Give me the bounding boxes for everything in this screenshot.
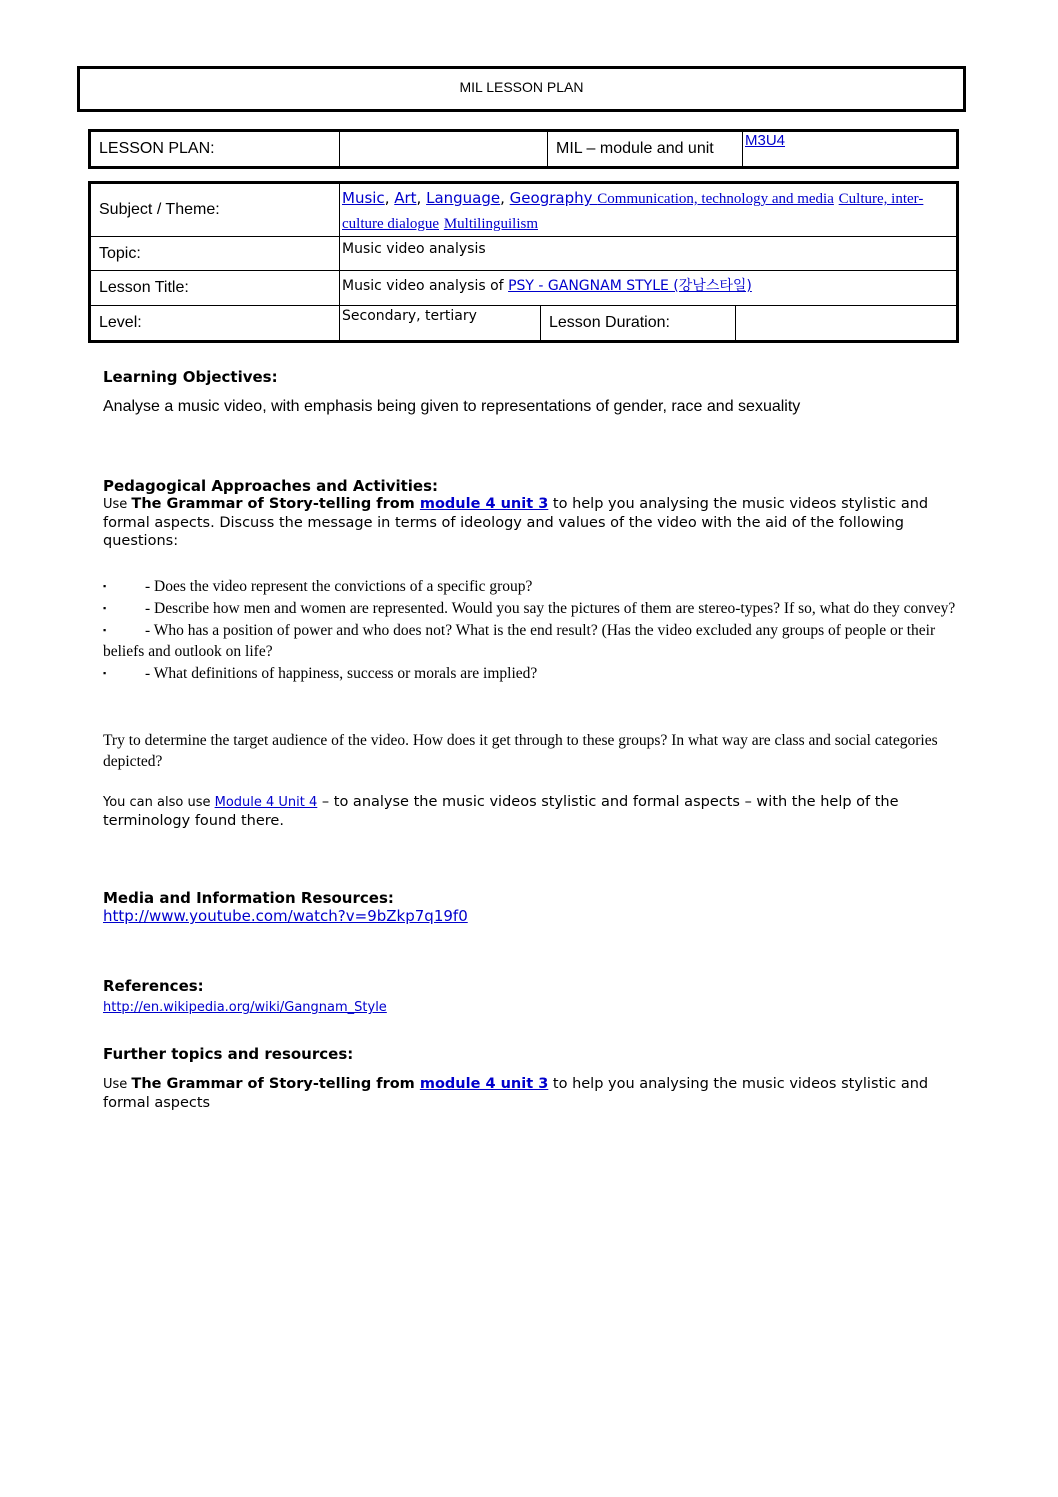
further-bold: The Grammar of Story-telling from	[131, 1076, 420, 1092]
also-use-rest: – to analyse the music videos stylistic and formal aspects – with the help of the terminology found there.	[103, 794, 899, 829]
level-label: Level:	[90, 306, 340, 342]
question-item	[103, 663, 973, 684]
info-table	[88, 181, 959, 343]
question-text: - Does the video represent the convictions of a specific group?	[145, 578, 533, 595]
subject-link[interactable]: Language	[426, 189, 501, 207]
question-item	[103, 620, 973, 662]
subject-link[interactable]: Communication, technology and media	[597, 191, 834, 207]
lesson-plan-label: LESSON PLAN:	[90, 131, 340, 168]
wikipedia-link[interactable]: http://en.wikipedia.org/wiki/Gangnam_Style	[103, 1000, 387, 1015]
header-table	[88, 129, 959, 169]
question-text: - Who has a position of power and who does not? What is the end result? (Has the video excluded any groups of people or their beliefs and outlook on life?	[103, 622, 936, 660]
topic-value: Music video analysis	[340, 237, 958, 271]
module-unit-label: MIL – module and unit	[548, 131, 743, 168]
lesson-title-link[interactable]: PSY - GANGNAM STYLE (강남스타일)	[508, 278, 752, 294]
question-text: - What definitions of happiness, success or morals are implied?	[145, 665, 538, 682]
document-title	[77, 66, 966, 112]
learning-objectives-heading: Learning Objectives:	[103, 368, 278, 386]
bullet-icon: ▪	[103, 581, 107, 591]
lesson-title-prefix: Music video analysis of	[342, 278, 509, 294]
lesson-plan-value	[340, 131, 548, 168]
lesson-title-label: Lesson Title:	[90, 271, 340, 306]
audience-text: Try to determine the target audience of the video. How does it get through to these groups? In what way are class and social categories depicted?	[103, 732, 938, 770]
further-use: Use	[103, 1077, 132, 1092]
level-row	[90, 306, 958, 342]
subject-link[interactable]: Multilinguilism	[443, 216, 539, 232]
learning-objectives-section	[103, 368, 973, 416]
pedagogical-intro-rest: to help you analysing the music videos stylistic and formal aspects. Discuss the message in terms of ideology and values of the video with the aid of the following questions:	[103, 496, 929, 549]
bullet-icon: ▪	[103, 625, 107, 635]
module-4-unit-4-link[interactable]: Module 4 Unit 4	[214, 795, 318, 810]
module-4-unit-3-link[interactable]: module 4 unit 3	[419, 496, 549, 512]
pedagogical-section	[103, 477, 973, 550]
further-heading: Further topics and resources:	[103, 1045, 354, 1063]
further-text	[103, 1075, 973, 1112]
subject-link[interactable]: Art	[394, 189, 417, 207]
subject-link[interactable]: Music	[342, 189, 385, 207]
document-title-text: MIL LESSON PLAN	[459, 79, 584, 95]
lesson-title-value	[340, 271, 958, 306]
subject-value	[340, 183, 958, 237]
further-rest: to help you analysing the music videos stylistic and formal aspects	[103, 1076, 929, 1111]
pedagogical-intro-bold: The Grammar of Story-telling from	[131, 496, 420, 512]
level-value: Secondary, tertiary	[340, 306, 541, 342]
youtube-link[interactable]: http://www.youtube.com/watch?v=9bZkp7q19f0	[103, 907, 468, 925]
lesson-title-row	[90, 271, 958, 306]
questions-list	[103, 576, 973, 685]
references-section	[103, 977, 973, 1016]
media-resources-section	[103, 889, 973, 926]
also-use-prefix: You can also use	[103, 795, 215, 810]
bullet-icon: ▪	[103, 668, 107, 678]
duration-value	[736, 306, 958, 342]
question-item	[103, 598, 973, 619]
module-unit-link[interactable]: M3U4	[745, 132, 786, 149]
module-unit-cell	[743, 131, 958, 168]
subject-link[interactable]: Geography	[509, 189, 598, 207]
learning-objectives-text: Analyse a music video, with emphasis being given to representations of gender, race and sexuality	[103, 398, 801, 415]
duration-label: Lesson Duration:	[541, 306, 736, 342]
bullet-icon: ▪	[103, 603, 107, 613]
topic-label: Topic:	[90, 237, 340, 271]
subject-links: Music, Art, Language, Geography Communication, technology and media Culture, inter-culture dialogue Multilinguilism	[342, 189, 924, 232]
also-use-text	[103, 793, 973, 830]
media-resources-heading: Media and Information Resources:	[103, 889, 394, 907]
pedagogical-intro-use: Use	[103, 497, 132, 512]
references-heading: References:	[103, 977, 204, 995]
header-row	[90, 131, 958, 168]
question-item	[103, 576, 973, 597]
pedagogical-intro	[103, 495, 973, 550]
further-section	[103, 1045, 973, 1112]
subject-label: Subject / Theme:	[90, 183, 340, 237]
topic-row	[90, 237, 958, 271]
pedagogical-heading: Pedagogical Approaches and Activities:	[103, 477, 439, 495]
subject-link[interactable]: Culture, inter-culture dialogue	[342, 191, 924, 232]
question-text: - Describe how men and women are represented. Would you say the pictures of them are stereo-types? If so, what do they convey?	[145, 600, 956, 617]
further-module-link[interactable]: module 4 unit 3	[419, 1076, 549, 1092]
subject-row	[90, 183, 958, 237]
